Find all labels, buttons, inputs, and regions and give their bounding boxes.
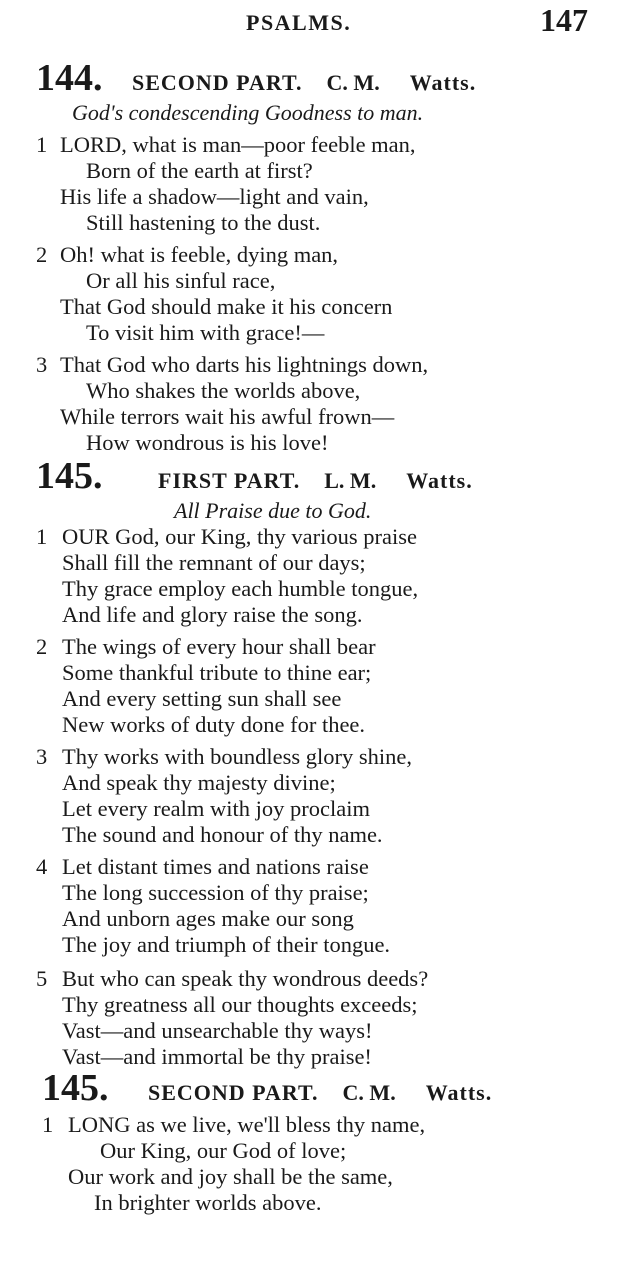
hymn-number: 145. bbox=[36, 455, 103, 497]
verse-line: Vast—and unsearchable thy ways! bbox=[62, 1018, 373, 1043]
verse-line: Let distant times and nations raise bbox=[62, 854, 369, 879]
verse-line: While terrors wait his awful frown— bbox=[60, 404, 395, 429]
verse-line: Who shakes the worlds above, bbox=[86, 378, 361, 403]
verse-number: 3 bbox=[36, 352, 48, 377]
verse-line: And speak thy majesty divine; bbox=[62, 770, 336, 795]
page-number: 147 bbox=[540, 2, 588, 38]
hymn-heading bbox=[36, 454, 596, 498]
verse-line: Still hastening to the dust. bbox=[86, 210, 321, 235]
verse-number: 1 bbox=[36, 524, 48, 549]
verse-line: And life and glory raise the song. bbox=[62, 602, 363, 627]
verse-line: Shall fill the remnant of our days; bbox=[62, 550, 366, 575]
verse-line: Thy works with boundless glory shine, bbox=[62, 744, 412, 769]
verse-line: The joy and triumph of their tongue. bbox=[62, 932, 391, 957]
verse-line: Born of the earth at first? bbox=[86, 158, 313, 183]
verse-line: Thy greatness all our thoughts exceeds; bbox=[62, 992, 418, 1017]
verse-line: But who can speak thy wondrous deeds? bbox=[62, 966, 429, 991]
verse-line: Our work and joy shall be the same, bbox=[68, 1164, 393, 1189]
hymn-part: SECOND PART. bbox=[148, 1080, 319, 1105]
verse-line: LORD, what is man—poor feeble man, bbox=[60, 132, 416, 157]
hymn-meter: L. M. bbox=[324, 468, 377, 493]
verse-line: Let every realm with joy proclaim bbox=[62, 796, 371, 821]
hymn-subtitle: God's condescending Goodness to man. bbox=[72, 100, 424, 125]
verse-line: His life a shadow—light and vain, bbox=[60, 184, 369, 209]
verse-line: How wondrous is his love! bbox=[86, 430, 329, 455]
hymn-author: Watts. bbox=[409, 70, 477, 95]
verse-line: OUR God, our King, thy various praise bbox=[62, 524, 417, 549]
hymn-part: FIRST PART. bbox=[158, 468, 301, 493]
hymn-part: SECOND PART. bbox=[132, 70, 303, 95]
hymn-author: Watts. bbox=[425, 1080, 493, 1105]
verse-number: 2 bbox=[36, 634, 48, 659]
verse-line: LONG as we live, we'll bless thy name, bbox=[68, 1112, 426, 1137]
hymn-author: Watts. bbox=[406, 468, 473, 493]
verse-number: 5 bbox=[36, 966, 48, 991]
hymn-heading bbox=[36, 56, 596, 100]
hymn-number: 144. bbox=[36, 57, 103, 99]
verse-number: 1 bbox=[36, 132, 48, 157]
verse-line: The sound and honour of thy name. bbox=[62, 822, 383, 847]
verse-line: Some thankful tribute to thine ear; bbox=[62, 660, 372, 685]
hymn-meter: C. M. bbox=[326, 70, 380, 95]
verse-number: 1 bbox=[42, 1112, 54, 1137]
verse-line: That God should make it his concern bbox=[60, 294, 393, 319]
verse-line: The long succession of thy praise; bbox=[62, 880, 369, 905]
verse-line: Oh! what is feeble, dying man, bbox=[60, 242, 339, 267]
verse-number: 4 bbox=[36, 854, 48, 879]
verse-line: And unborn ages make our song bbox=[62, 906, 354, 931]
verse-line: Vast—and immortal be thy praise! bbox=[62, 1044, 372, 1069]
verse-line: And every setting sun shall see bbox=[62, 686, 342, 711]
verse-line: Our King, our God of love; bbox=[100, 1138, 347, 1163]
hymn-number: 145. bbox=[42, 1067, 109, 1109]
verse-line: In brighter worlds above. bbox=[94, 1190, 322, 1215]
verse-line: New works of duty done for thee. bbox=[62, 712, 366, 737]
hymn-meter: C. M. bbox=[342, 1080, 396, 1105]
hymn-subtitle: All Praise due to God. bbox=[174, 498, 372, 523]
hymn-heading bbox=[42, 1066, 602, 1110]
verse-line: Thy grace employ each humble tongue, bbox=[62, 576, 419, 601]
verse-line: To visit him with grace!— bbox=[86, 320, 325, 345]
running-title: PSALMS. bbox=[246, 10, 352, 35]
verse-line: Or all his sinful race, bbox=[86, 268, 276, 293]
verse-number: 3 bbox=[36, 744, 48, 769]
verse-number: 2 bbox=[36, 242, 48, 267]
verse-line: That God who darts his lightnings down, bbox=[60, 352, 429, 377]
verse-line: The wings of every hour shall bear bbox=[62, 634, 376, 659]
